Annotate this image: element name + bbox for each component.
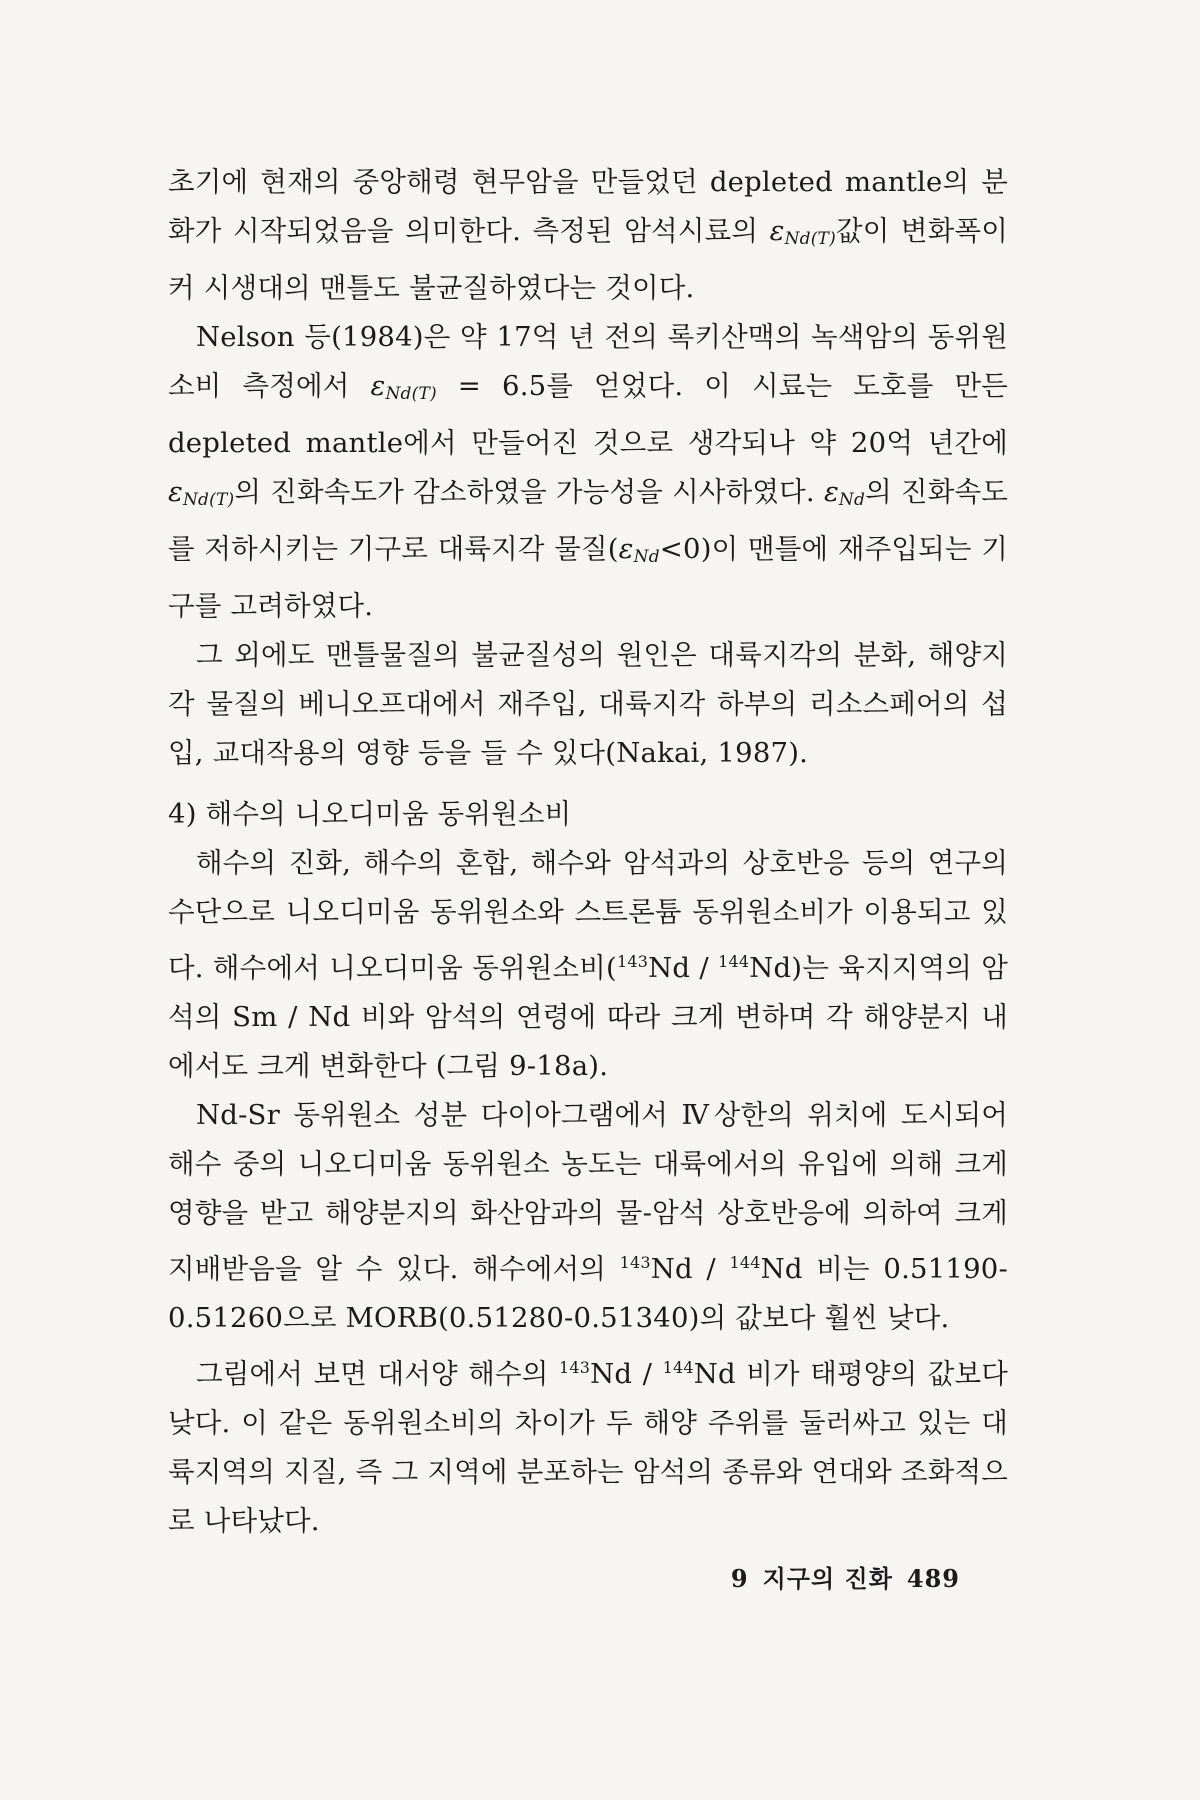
- subscript: Nd(T): [385, 384, 437, 404]
- paragraph-atlantic-pacific: 그림에서 보면 대서양 해수의 $^{143}$Nd / $^{144}$Nd 비가 태평양의 값보다 낮다. 이 같은 동위원소비의 차이가 두 해양 주위를 둘러싸고 있는 대륙지역의 지질, 즉 그 지역에 분포하는 암석의 종류와 연대와 조화적으로 나타났다.: [168, 1358, 1008, 1537]
- seawater-section: [168, 790, 1008, 1546]
- top-text-block: [168, 158, 1008, 778]
- epsilon-symbol: ε: [618, 533, 634, 565]
- chapter-number: 9: [730, 1564, 749, 1593]
- epsilon-symbol: ε: [823, 476, 839, 508]
- section-heading: 4) 해수의 니오디미움 동위원소비: [168, 798, 572, 830]
- superscript: 143: [616, 952, 649, 971]
- subscript: Nd: [838, 490, 866, 510]
- superscript: 143: [558, 1358, 591, 1377]
- page-number: 489: [906, 1564, 960, 1593]
- epsilon-symbol: ε: [370, 370, 386, 402]
- epsilon-symbol: ε: [769, 215, 785, 247]
- chapter-title: 지구의 진화: [762, 1564, 893, 1593]
- paragraph-seawater-evolution: 해수의 진화, 해수의 혼합, 해수와 암석과의 상호반응 등의 연구의 수단으로 니오디미움 동위원소와 스트론튬 동위원소비가 이용되고 있다. 해수에서 니오디미움 동위원소비($^{143}$Nd / $^{144}$Nd)는 육지지역의 암석의 Sm / Nd 비와 암석의 연령에 따라 크게 변하며 각 해양분지 내에서도 크게 변화한다 (그림 9-18a).: [168, 847, 1009, 1082]
- subscript: Nd: [633, 547, 660, 567]
- paragraph-nelson: Nelson 등(1984)은 약 17억 년 전의 록키산맥의 녹색암의 동위원소비 측정에서 $\varepsilon_{Nd(T)} = 6.5$를 얻었다. 이 시료는 도호를 만든 depleted mantle에서 만들어진 것으로 생각되나 약 20억 년간에 $\varepsilon_{Nd(T)}$의 진화속도가 감소하였을 가능성을 시사하였다. $\varepsilon_{Nd}$의 진화속도를 저하시키는 기구로 대륙지각 물질$(\varepsilon_{Nd}<0)$이 맨틀에 재주입되는 기구를 고려하였다.: [168, 321, 1008, 622]
- superscript: 143: [619, 1253, 651, 1272]
- subscript: Nd(T): [182, 490, 235, 510]
- paragraph-continuation: 초기에 현재의 중앙해령 현무암을 만들었던 depleted mantle의 분화가 시작되었음을 의미한다. 측정된 암석시료의 $\varepsilon_{Nd(T)}$값이 변화폭이 커 시생대의 맨틀도 불균질하였다는 것이다.: [168, 166, 1008, 304]
- subscript: Nd(T): [784, 229, 836, 249]
- superscript: 144: [718, 952, 750, 971]
- paragraph-nd-sr: Nd-Sr 동위원소 성분 다이아그램에서 Ⅳ상한의 위치에 도시되어 해수 중의 니오디미움 동위원소 농도는 대륙에서의 유입에 의해 크게 영향을 받고 해양분지의 화산암과의 물-암석 상호반응에 의하여 크게 지배받음을 알 수 있다. 해수에서의 $^{143}$Nd / $^{144}$Nd 비는 0.51190-0.51260으로 MORB(0.51280-0.51340)의 값보다 훨씬 낮다.: [168, 1099, 1008, 1334]
- superscript: 144: [662, 1358, 694, 1377]
- page-footer: [717, 1559, 960, 1594]
- epsilon-symbol: ε: [168, 476, 183, 508]
- superscript: 144: [729, 1253, 761, 1272]
- paragraph-heterogeneity: 그 외에도 맨틀물질의 불균질성의 원인은 대륙지각의 분화, 해양지각 물질의 베니오프대에서 재주입, 대륙지각 하부의 리소스페어의 섭입, 교대작용의 영향 등을 들 수 있다(Nakai, 1987).: [168, 639, 1008, 769]
